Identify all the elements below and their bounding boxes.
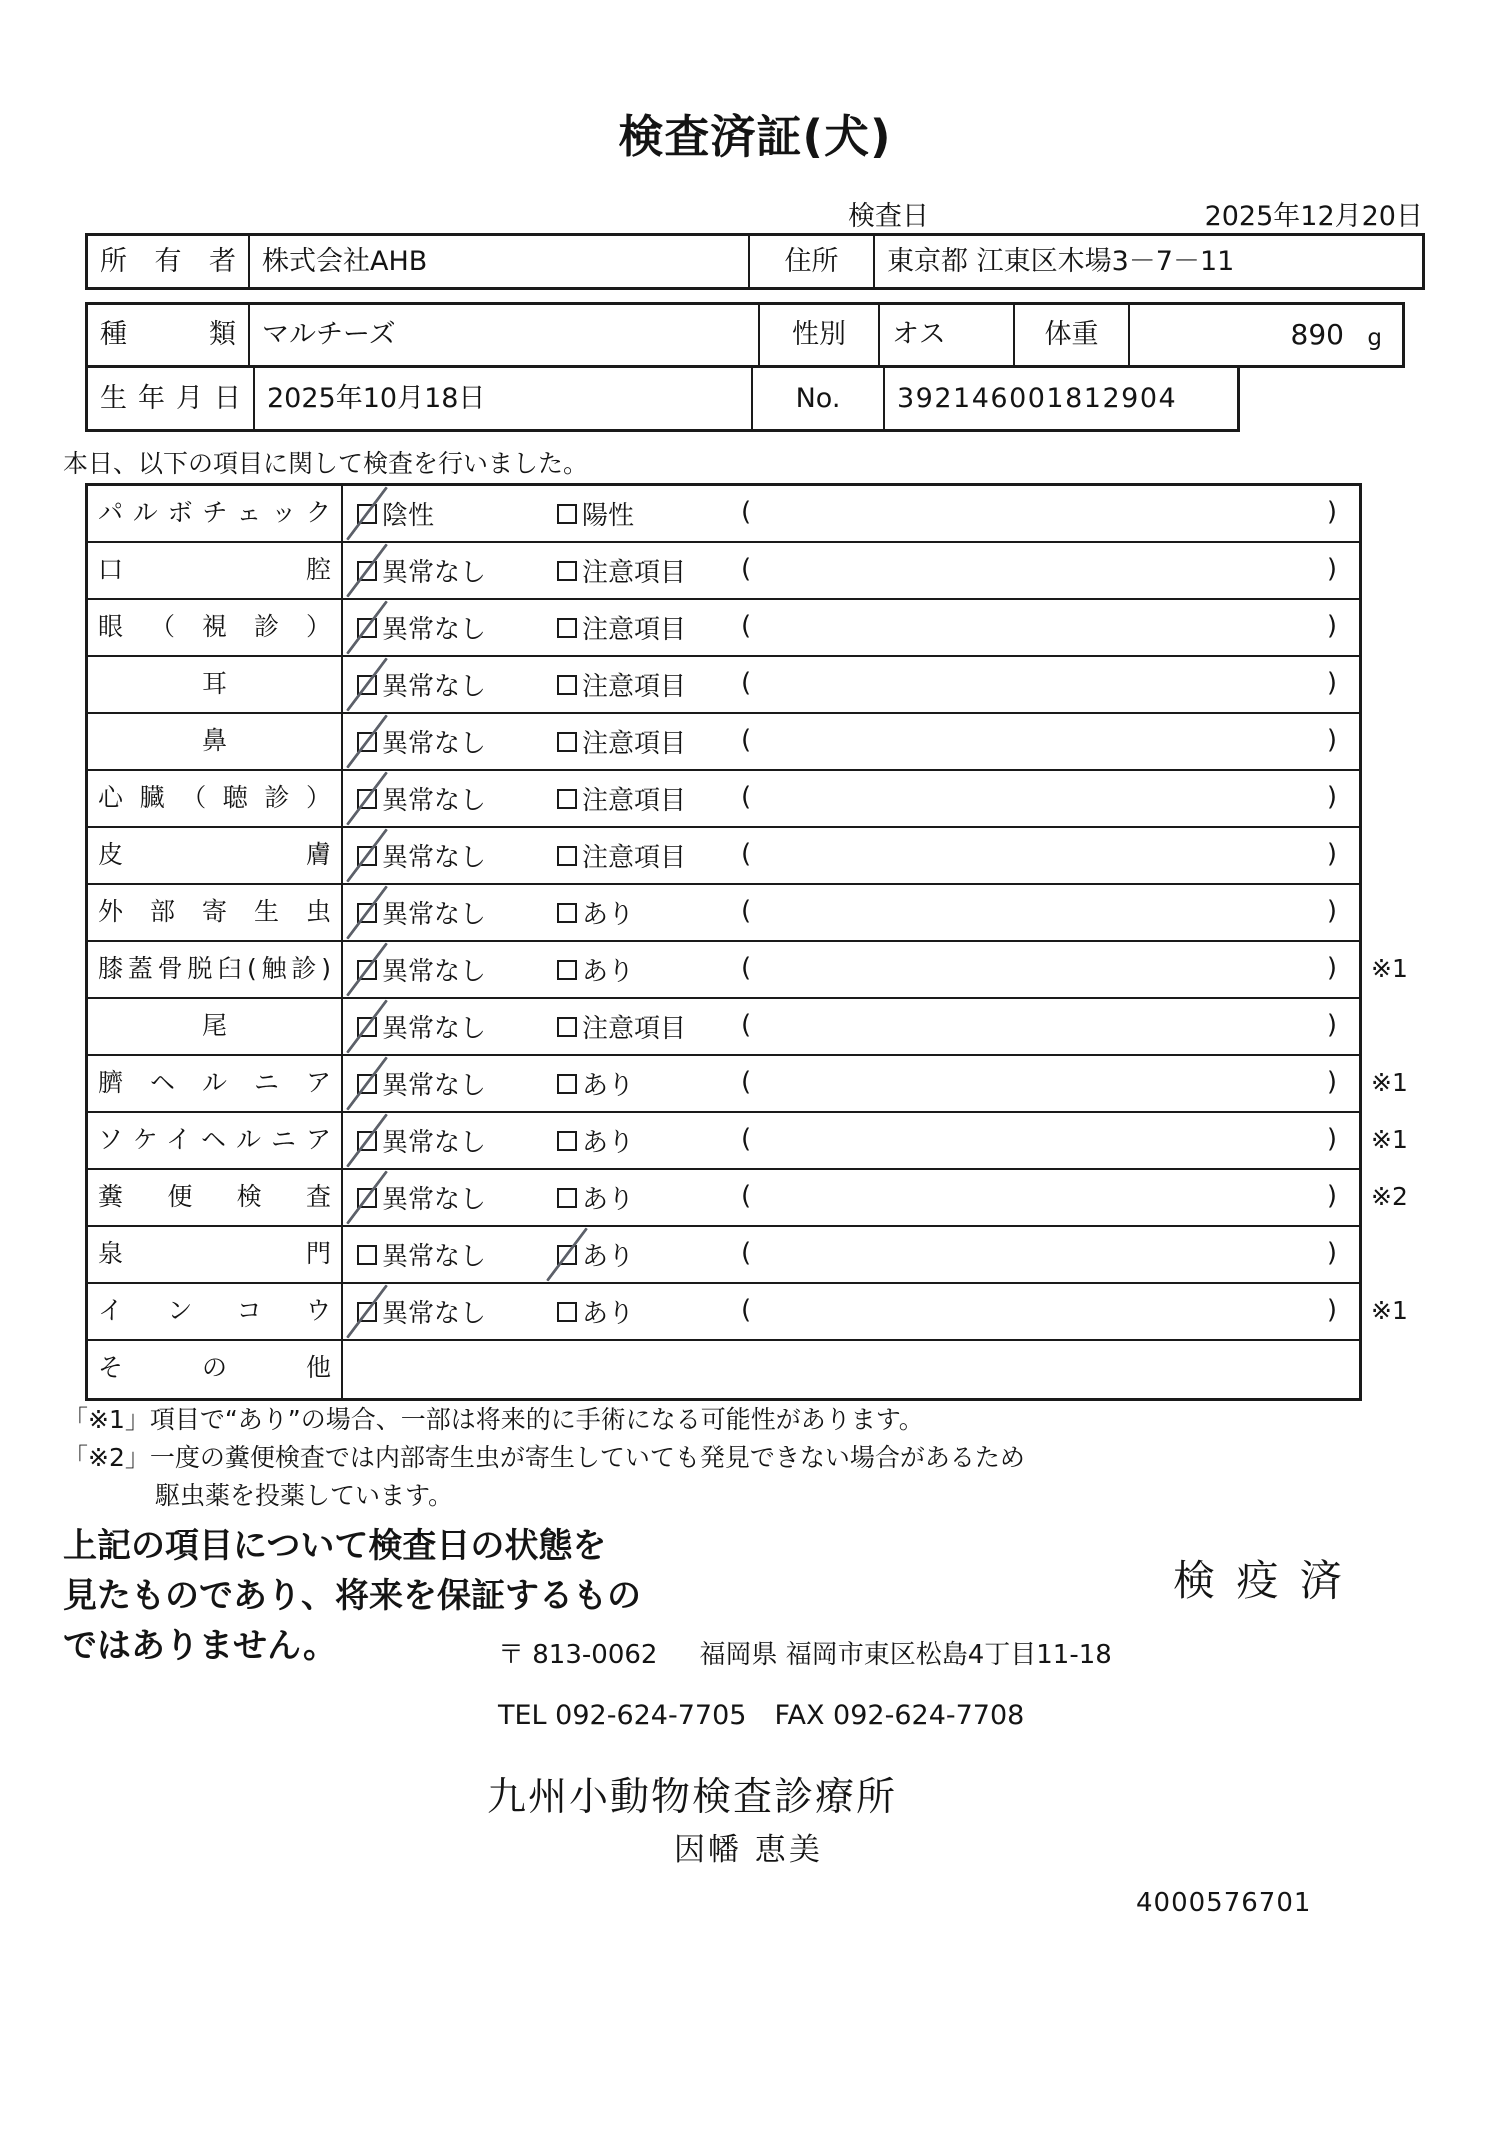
check-item-label: 臍ヘルニア [88,1056,343,1111]
check-row-content [343,1113,1408,1168]
check-option-1 [357,1227,486,1282]
address-label: 住所 [748,236,873,287]
number-label: No. [751,368,883,429]
check-option-2-label: あり [582,1071,635,1101]
check-row [88,771,1359,828]
paren-open: ( [741,1238,752,1268]
paren-close: ) [1326,1295,1337,1325]
check-option-2 [557,657,686,712]
check-option-2-label: あり [582,1299,635,1329]
check-option-2-label: 陽性 [582,501,635,531]
paren-open: ( [741,554,752,584]
check-option-2 [557,771,686,826]
check-table-body [88,486,1408,1398]
paren-open: ( [741,668,752,698]
serial-number: 4000576701 [1136,1888,1312,1918]
checkbox-icon [557,675,577,695]
check-row-content [343,885,1359,940]
checkbox-icon [557,561,577,581]
check-item-label: 口腔 [88,543,343,598]
checkbox-icon [557,1302,577,1322]
check-item-label: その他 [88,1341,343,1398]
check-option-1 [357,543,486,598]
paren-open: ( [741,611,752,641]
paren-open: ( [741,839,752,869]
check-option-2-label: あり [582,1185,635,1215]
weight-label: 体重 [1013,305,1128,365]
paren-close: ) [1326,953,1337,983]
check-row [88,1113,1408,1170]
check-row [88,1056,1408,1113]
check-row-content [343,942,1408,997]
paren-close: ) [1326,1181,1337,1211]
check-option-1-label: 異常なし [382,900,487,930]
paren-close: ) [1326,611,1337,641]
animal-table-row2 [85,368,1240,432]
check-option-1 [357,714,486,769]
check-item-label: 耳 [88,657,343,712]
checkbox-icon [557,1188,577,1208]
checkbox-icon [557,1017,577,1037]
check-option-2 [557,1284,634,1339]
footnote-2: 「※2」一度の糞便検査では内部寄生虫が寄生していても発見できない場合があるため [63,1443,1025,1472]
check-item-label: 尾 [88,999,343,1054]
paren-close: ) [1326,1067,1337,1097]
paren-open: ( [741,725,752,755]
check-row-content [343,1056,1408,1111]
check-option-2 [557,885,634,940]
check-row [88,1341,1359,1398]
checkbox-icon [557,1074,577,1094]
footnote-3: 駆虫薬を投薬しています。 [155,1481,454,1510]
check-option-1-label: 異常なし [382,786,487,816]
check-option-2-label: あり [582,1242,635,1272]
sex-label: 性別 [758,305,878,365]
checkbox-icon [557,1131,577,1151]
check-option-1-label: 異常なし [382,957,487,987]
check-row-content [343,828,1359,883]
check-row [88,1227,1359,1284]
check-option-2 [557,714,686,769]
check-option-2-label: あり [582,957,635,987]
check-option-2 [557,600,686,655]
clinic-tel: TEL 092-624-7705 [498,1700,747,1731]
footnote-ref: ※1 [1371,954,1408,983]
check-option-1-label: 異常なし [382,729,487,759]
checkbox-icon [357,1245,377,1265]
paren-close: ) [1326,1124,1337,1154]
check-item-label: インコウ [88,1284,343,1339]
check-row [88,543,1359,600]
check-row [88,1284,1408,1341]
paren-open: ( [741,896,752,926]
check-option-1-label: 異常なし [382,1185,487,1215]
check-item-label: 泉門 [88,1227,343,1282]
owner-table [85,233,1425,290]
check-option-1 [357,1056,486,1111]
check-option-1 [357,885,486,940]
paren-close: ) [1326,668,1337,698]
check-option-1-label: 陰性 [382,501,435,531]
check-item-label: ソケイヘルニア [88,1113,343,1168]
check-option-2-label: あり [582,900,635,930]
breed-value: マルチーズ [248,305,758,365]
check-option-2 [557,486,634,541]
inspector-name: 因幡 恵美 [674,1832,823,1868]
check-item-label: 皮膚 [88,828,343,883]
footnote-ref: ※1 [1371,1068,1408,1097]
check-row [88,942,1408,999]
weight-unit: g [1367,325,1382,351]
checkbox-icon [557,789,577,809]
check-item-label: 心臓（聴診） [88,771,343,826]
check-row-content [343,543,1359,598]
check-item-label: 鼻 [88,714,343,769]
checkbox-icon [557,960,577,980]
clinic-address: 福岡県 福岡市東区松島4丁目11-18 [699,1640,1112,1670]
check-option-2-label: あり [582,1128,635,1158]
check-row [88,600,1359,657]
check-row-content [343,1284,1408,1339]
check-option-2 [557,543,686,598]
check-option-1 [357,999,486,1054]
checkbox-icon [557,504,577,524]
check-option-1-label: 異常なし [382,1071,487,1101]
check-item-label: 糞便検査 [88,1170,343,1225]
check-row-content [343,1341,1359,1398]
check-option-1-label: 異常なし [382,1242,487,1272]
check-row [88,885,1359,942]
checkbox-icon [557,618,577,638]
owner-label: 所有者 [100,246,236,277]
clinic-postal-code: 〒 813-0062 [498,1640,658,1670]
check-option-2 [557,828,686,883]
check-option-2-label: 注意項目 [582,729,687,759]
check-option-2-label: 注意項目 [582,558,687,588]
checkbox-icon [557,732,577,752]
quarantine-stamp: 検 疫 済 [1173,1556,1346,1605]
check-item-label: 膝蓋骨脱臼(触診) [88,942,343,997]
check-option-1-label: 異常なし [382,1299,487,1329]
check-row [88,828,1359,885]
paren-open: ( [741,1124,752,1154]
check-row-content [343,657,1359,712]
footnote-ref: ※1 [1371,1125,1408,1154]
check-option-1-label: 異常なし [382,1128,487,1158]
check-option-1 [357,1284,486,1339]
checkbox-icon [557,903,577,923]
address-value: 東京都 江東区木場3－7－11 [873,236,1422,287]
check-row [88,486,1359,543]
footnote-1: 「※1」項目で“あり”の場合、一部は将来的に手術になる可能性があります。 [63,1405,924,1434]
check-option-1-label: 異常なし [382,1014,487,1044]
intro-text: 本日、以下の項目に関して検査を行いました。 [63,449,589,478]
paren-open: ( [741,782,752,812]
disclaimer-line-3: ではありません。 [63,1626,338,1666]
sex-value: オス [878,305,1013,365]
check-option-2 [557,1056,634,1111]
check-option-1 [357,771,486,826]
check-row [88,714,1359,771]
check-option-2-label: 注意項目 [582,786,687,816]
inspection-date-label: 検査日 [848,201,929,232]
check-option-2-label: 注意項目 [582,672,687,702]
disclaimer-line-1: 上記の項目について検査日の状態を [63,1526,607,1566]
document-title: 検査済証(犬) [618,110,892,163]
check-option-2 [557,999,686,1054]
clinic-name: 九州小動物検査診療所 [487,1775,898,1820]
clinic-fax: FAX 092-624-7708 [774,1700,1025,1731]
check-option-1 [357,1170,486,1225]
paren-open: ( [741,1010,752,1040]
check-option-2-label: 注意項目 [582,615,687,645]
check-option-1-label: 異常なし [382,558,487,588]
paren-close: ) [1326,554,1337,584]
check-option-1-label: 異常なし [382,843,487,873]
weight-cell [1128,305,1402,365]
check-row-content [343,714,1359,769]
paren-open: ( [741,497,752,527]
checkbox-icon [557,846,577,866]
paren-close: ) [1326,1238,1337,1268]
clinic-tel-line [498,1700,1024,1731]
check-option-1 [357,600,486,655]
check-option-1-label: 異常なし [382,672,487,702]
check-row [88,1170,1408,1227]
paren-open: ( [741,1295,752,1325]
check-option-1 [357,657,486,712]
check-item-label: 外部寄生虫 [88,885,343,940]
check-row [88,999,1359,1056]
check-option-2 [557,1113,634,1168]
check-option-2-label: 注意項目 [582,843,687,873]
disclaimer-line-2: 見たものであり、将来を保証するもの [63,1576,641,1616]
paren-close: ) [1326,725,1337,755]
owner-value: 株式会社AHB [248,236,748,287]
check-option-1 [357,942,486,997]
check-row-content [343,1170,1408,1225]
check-row-content [343,486,1359,541]
check-row-content [343,1227,1359,1282]
birthdate-label: 生年月日 [100,383,241,414]
paren-close: ) [1326,782,1337,812]
check-option-1 [357,1113,486,1168]
check-row-content [343,999,1359,1054]
weight-value: 890 [1290,318,1344,351]
check-option-2 [557,1170,634,1225]
check-item-label: パルボチェック [88,486,343,541]
paren-close: ) [1326,1010,1337,1040]
inspection-date-value: 2025年12月20日 [1204,201,1423,232]
breed-label: 種類 [100,319,236,350]
birthdate-value: 2025年10月18日 [253,368,751,429]
check-option-1 [357,828,486,883]
check-row [88,657,1359,714]
paren-open: ( [741,1181,752,1211]
paren-open: ( [741,1067,752,1097]
check-item-label: 眼（視診） [88,600,343,655]
check-row-content [343,771,1359,826]
paren-close: ) [1326,839,1337,869]
check-option-1-label: 異常なし [382,615,487,645]
paren-open: ( [741,953,752,983]
number-value: 392146001812904 [883,368,1237,429]
footnote-ref: ※1 [1371,1296,1408,1325]
check-option-2 [557,942,634,997]
paren-close: ) [1326,497,1337,527]
check-table [85,483,1408,1401]
animal-table-row1 [85,302,1405,368]
clinic-address-line [498,1634,1112,1671]
footnote-ref: ※2 [1371,1182,1408,1211]
paren-close: ) [1326,896,1337,926]
check-option-2-label: 注意項目 [582,1014,687,1044]
check-row-content [343,600,1359,655]
